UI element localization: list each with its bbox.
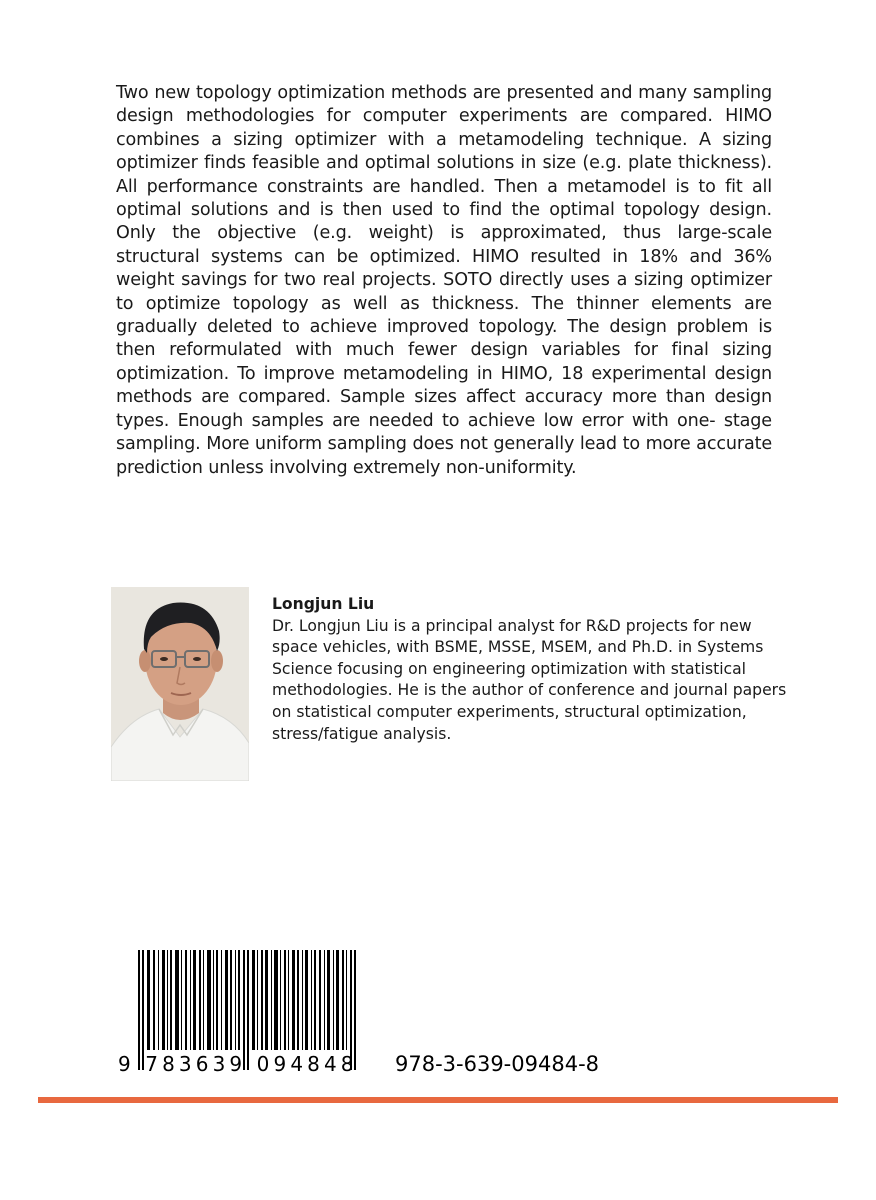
barcode [118,950,368,1075]
isbn-number: 978-3-639-09484-8 [395,1052,600,1076]
author-bio: Dr. Longjun Liu is a principal analyst for R&D projects for new space vehicles, with BSME, MSSE, MSEM, and Ph.D. in Systems Science focusing on engineering optimization with statistical methodologies. He is the author of conference and journal papers on statistical computer experiments, structural optimization, stress/fatigue analysis. [272,616,787,743]
author-photo [111,587,249,781]
author-info [272,594,792,745]
author-name: Longjun Liu [272,595,375,613]
barcode-digits: 9 783639 094848 [118,1052,358,1076]
accent-rule [38,1097,838,1103]
abstract-text: Two new topology optimization methods are presented and many sampling design methodologies for computer experiments are compared. HIMO combines a sizing optimizer with a metamodeling technique. A sizing optimizer finds feasible and optimal solutions in size (e.g. plate thickness). All performance constraints are handled. Then a metamodel is to fit all optimal solutions and is then used to find the optimal topology design. Only the objective (e.g. weight) is approximated, thus large-scale structural systems can be optimized. HIMO resulted in 18% and 36% weight savings for two real projects. SOTO directly uses a sizing optimizer to optimize topology as well as thickness. The thinner elements are gradually deleted to achieve improved topology. The design problem is then reformulated with much fewer design variables for final sizing optimization. To improve metamodeling in HIMO, 18 experimental design methods are compared. Sample sizes affect accuracy more than design types. Enough samples are needed to achieve low error with one- stage sampling. More uniform sampling does not generally lead to more accurate prediction unless involving extremely non-uniformity. [116,83,772,478]
